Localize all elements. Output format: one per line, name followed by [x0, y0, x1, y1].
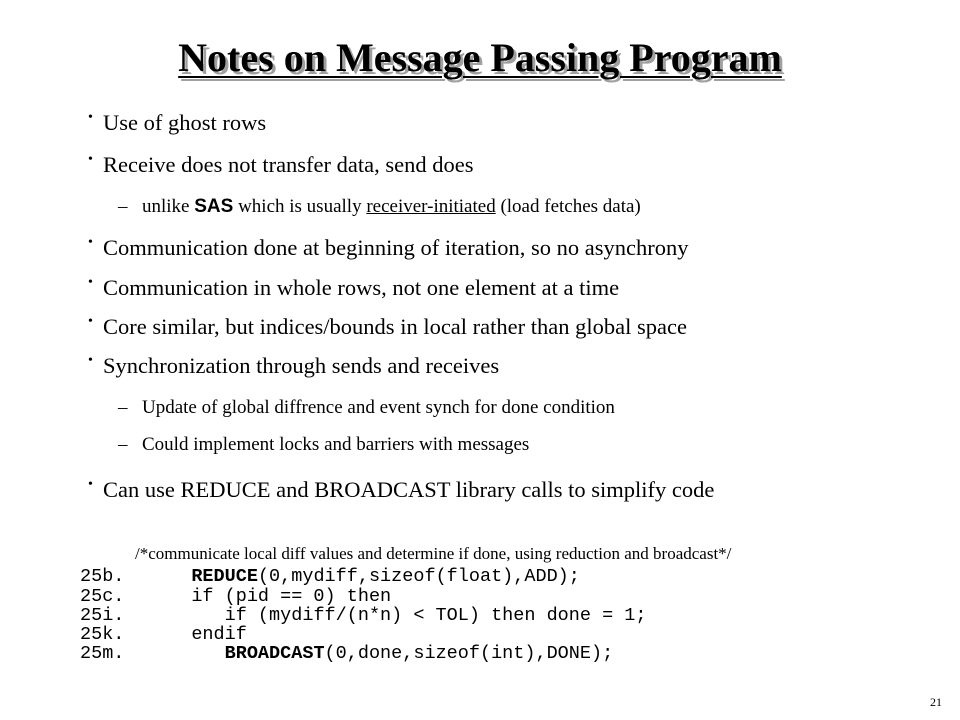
bullet-ghost-rows: • Use of ghost rows: [88, 110, 267, 135]
page-number: 21: [930, 695, 942, 709]
bullet-core-similar: • Core similar, but indices/bounds in local rather than global space: [88, 314, 687, 339]
bullet-synchronization: • Synchronization through sends and receives: [88, 353, 500, 378]
bullet-dot-icon: •: [88, 353, 93, 368]
subbullet-update-global: – Update of global diffrence and event synch for done condition: [118, 397, 615, 418]
code-line: 25k. endif: [80, 624, 247, 645]
subbullet-sas: – unlike SAS which is usually receiver-initiated (load fetches data): [118, 196, 641, 217]
dash-icon: –: [118, 397, 128, 418]
bullet-whole-rows: • Communication in whole rows, not one element at a time: [88, 275, 620, 300]
code-comment: /*communicate local diff values and determine if done, using reduction and broadcast*/: [135, 544, 732, 563]
bullet-dot-icon: •: [88, 110, 93, 125]
bullet-dot-icon: •: [88, 152, 93, 167]
dash-icon: –: [118, 196, 128, 217]
bullet-dot-icon: •: [88, 235, 93, 250]
code-line: 25b. REDUCE(0,mydiff,sizeof(float),ADD);: [80, 566, 580, 587]
code-line: 25m. BROADCAST(0,done,sizeof(int),DONE);: [80, 643, 614, 664]
sas-term: SAS: [194, 196, 234, 217]
bullet-communication-beginning: • Communication done at beginning of iteration, so no asynchrony: [88, 235, 689, 260]
bullet-dot-icon: •: [88, 314, 93, 329]
code-line: 25c. if (pid == 0) then: [80, 586, 392, 607]
slide-title: Notes on Message Passing Program: [178, 35, 782, 80]
receiver-initiated-term: receiver-initiated: [366, 196, 496, 217]
bullet-dot-icon: •: [88, 477, 93, 492]
code-line: 25i. if (mydiff/(n*n) < TOL) then done = 1;: [80, 605, 647, 626]
bullet-receive-send: • Receive does not transfer data, send does: [88, 152, 474, 177]
subbullet-locks-barriers: – Could implement locks and barriers with messages: [118, 434, 530, 455]
dash-icon: –: [118, 434, 128, 455]
bullet-dot-icon: •: [88, 275, 93, 290]
bullet-reduce-broadcast: • Can use REDUCE and BROADCAST library calls to simplify code: [88, 477, 715, 502]
